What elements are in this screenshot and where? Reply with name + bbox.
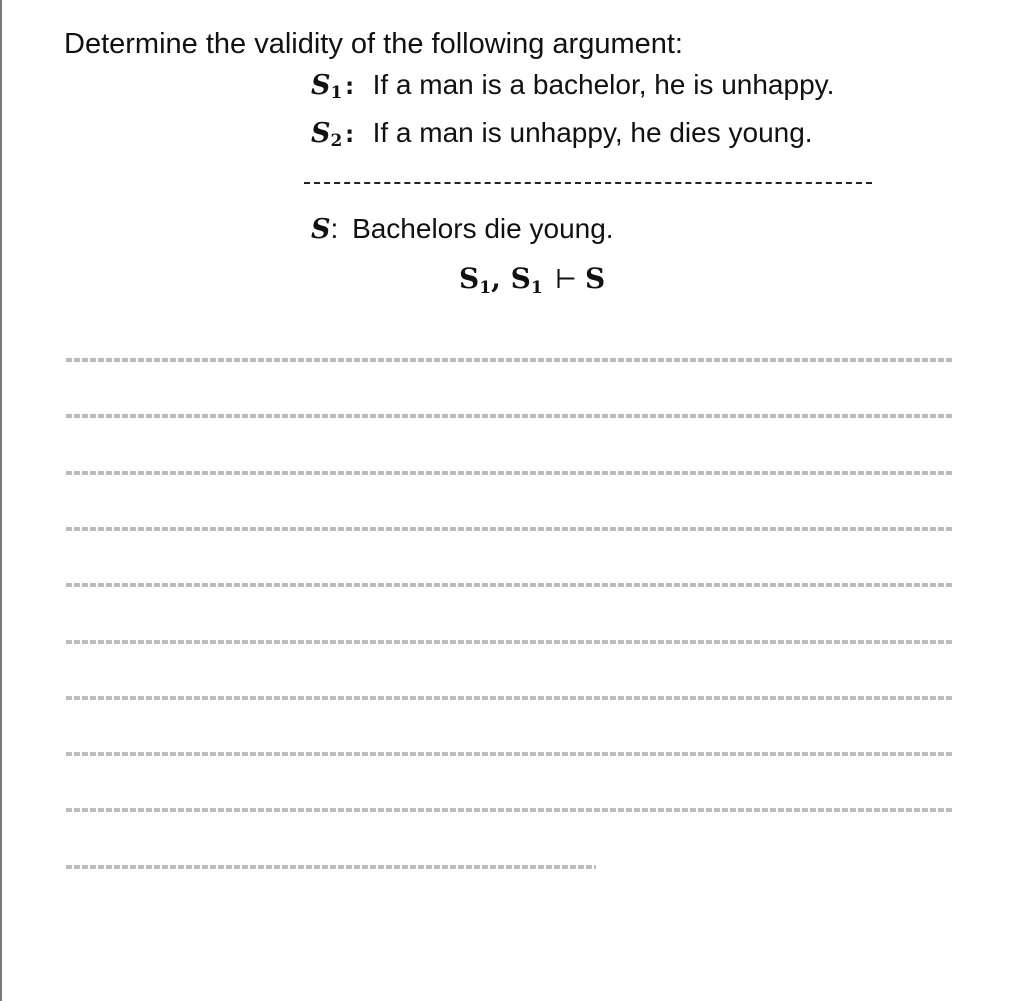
premise-s2-symbol: $S_2$ (311, 118, 343, 151)
conclusion-symbol: S (311, 214, 331, 245)
entailment-comma: , (491, 262, 501, 295)
answer-line-short (66, 865, 596, 869)
premise-s2-text: If a man is unhappy, he dies young. (372, 117, 813, 148)
answer-line (66, 527, 954, 531)
answer-line (66, 583, 954, 587)
turnstile-symbol: ⊢ (554, 265, 578, 295)
entailment-second-symbol: S (510, 262, 531, 295)
answer-line (66, 808, 954, 812)
answer-line (66, 696, 954, 700)
answer-line (66, 640, 954, 644)
conclusion-statement (311, 212, 614, 247)
entailment-result-symbol: S (585, 262, 606, 295)
premise-s2-colon: : (342, 120, 357, 148)
premise-s2 (311, 116, 813, 151)
answer-line (66, 752, 954, 756)
conclusion-text: Bachelors die young. (352, 213, 614, 244)
premise-conclusion-separator (304, 182, 872, 184)
answer-line (66, 358, 954, 362)
answer-line (66, 414, 954, 418)
entailment-first-symbol: S (459, 262, 480, 295)
question-heading: Determine the validity of the following argument: (64, 28, 683, 60)
premise-s1-colon: : (342, 72, 357, 100)
page-left-border (0, 0, 2, 1001)
entailment-first-subscript: 1 (479, 278, 492, 298)
premise-s1-symbol: $S_1$ (311, 70, 343, 103)
conclusion-colon: : (330, 213, 339, 244)
entailment-formula (459, 262, 605, 297)
premise-s1 (311, 68, 834, 103)
premise-s1-text: If a man is a bachelor, he is unhappy. (372, 69, 835, 100)
entailment-second-subscript: 1 (530, 278, 543, 298)
answer-line (66, 471, 954, 475)
